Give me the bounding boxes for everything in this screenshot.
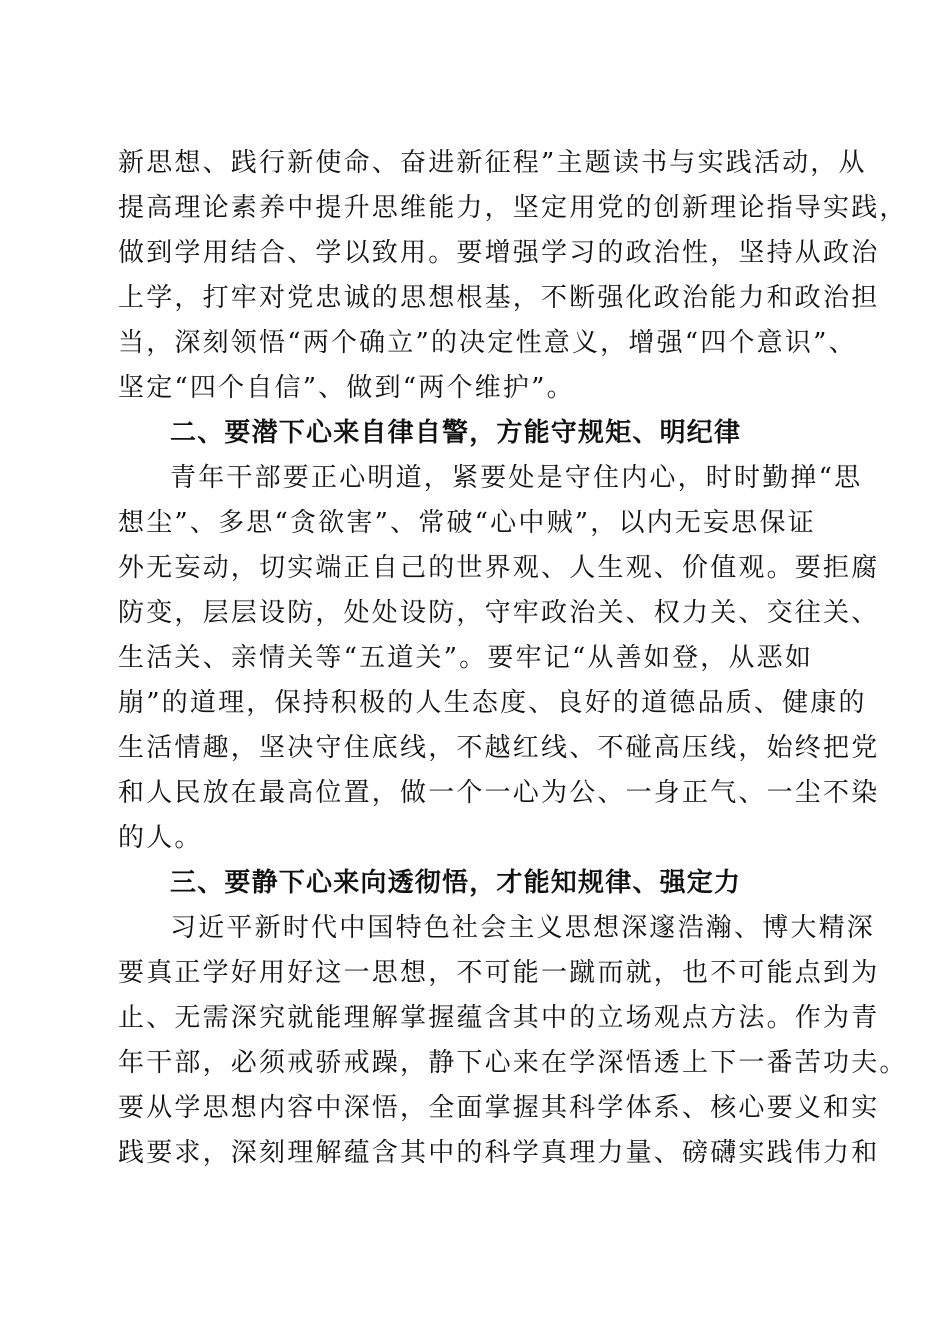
paragraph-line: 外无妄动，切实端正自己的世界观、人生观、价值观。要拒腐 — [118, 553, 880, 583]
section-heading-3: 三、要静下心来向透彻悟，才能知规律、强定力 — [170, 868, 742, 898]
paragraph-line: 上学，打牢对党忠诚的思想根基，不断强化政治能力和政治担 — [118, 283, 880, 313]
section-heading-2: 二、要潜下心来自律自警，方能守规矩、明纪律 — [170, 418, 742, 448]
paragraph-line: 止、无需深究就能理解掌握蕴含其中的立场观点方法。作为青 — [118, 1003, 880, 1033]
paragraph-line: 当，深刻领悟“两个确立”的决定性意义，增强“四个意识”、 — [118, 328, 857, 358]
paragraph-line: 青年干部要正心明道，紧要处是守住内心，时时勤掸“思 — [170, 463, 863, 493]
paragraph-line: 践要求，深刻理解蕴含其中的科学真理力量、磅礴实践伟力和 — [118, 1138, 880, 1168]
paragraph-line: 崩”的道理，保持积极的人生态度、良好的道德品质、健康的 — [118, 688, 867, 718]
paragraph-line: 年干部，必须戒骄戒躁，静下心来在学深悟透上下一番苦功夫。 — [118, 1048, 908, 1078]
paragraph-line: 提高理论素养中提升思维能力，坚定用党的创新理论指导实践， — [118, 193, 908, 223]
paragraph-line: 要从学思想内容中深悟，全面掌握其科学体系、核心要义和实 — [118, 1093, 880, 1123]
paragraph-line: 习近平新时代中国特色社会主义思想深邃浩瀚、博大精深 — [170, 913, 876, 943]
paragraph-line: 想尘”、多思“贪欲害”、常破“心中贼”，以内无妄思保证 — [118, 508, 816, 538]
paragraph-line: 生活情趣，坚决守住底线，不越红线、不碰高压线，始终把党 — [118, 733, 880, 763]
paragraph-line: 和人民放在最高位置，做一个一心为公、一身正气、一尘不染 — [118, 778, 880, 808]
paragraph-line: 新思想、践行新使命、奋进新征程”主题读书与实践活动，从 — [118, 148, 867, 178]
paragraph-line: 生活关、亲情关等“五道关”。要牢记“从善如登，从恶如 — [118, 643, 814, 673]
paragraph-line: 坚定“四个自信”、做到“两个维护”。 — [118, 373, 575, 403]
paragraph-line: 防变，层层设防，处处设防，守牢政治关、权力关、交往关、 — [118, 598, 880, 628]
paragraph-line: 的人。 — [118, 823, 203, 853]
paragraph-line: 做到学用结合、学以致用。要增强学习的政治性，坚持从政治 — [118, 238, 880, 268]
paragraph-line: 要真正学好用好这一思想，不可能一蹴而就，也不可能点到为 — [118, 958, 880, 988]
